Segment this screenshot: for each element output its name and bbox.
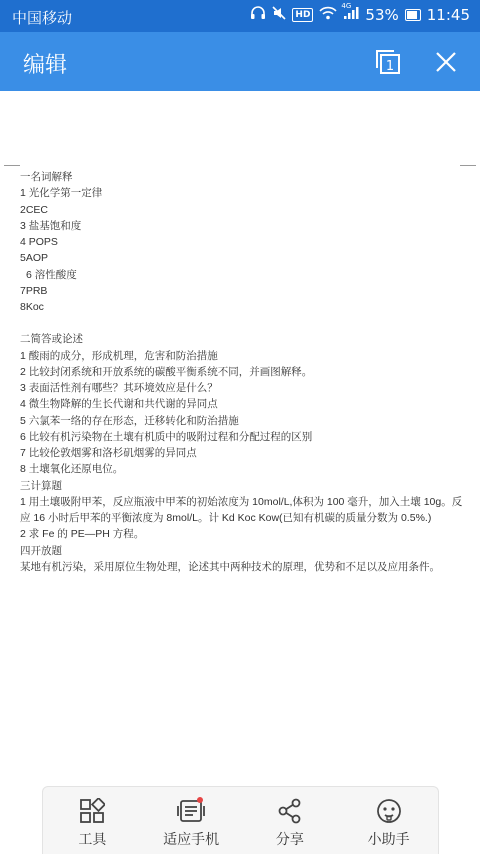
doc-line: 四开放题 — [20, 544, 62, 557]
doc-line: 4 微生物降解的生长代谢和共代谢的异同点 — [20, 398, 218, 411]
page-margin-marker-left — [4, 165, 20, 166]
doc-line: 5 六氯苯一络的存在形态，迁移转化和防治措施 — [20, 414, 239, 427]
doc-line: 二简答或论述 — [20, 333, 83, 346]
doc-line: 8Koc — [20, 301, 44, 313]
assistant-face-icon — [375, 798, 403, 824]
status-icons — [250, 2, 470, 24]
page-count-button[interactable] — [372, 46, 404, 78]
clock: 11:45 — [426, 6, 470, 24]
doc-line: 6 比较有机污染物在土壤有机质中的吸附过程和分配过程的区别 — [20, 430, 313, 443]
page-margin-marker-right — [460, 165, 476, 166]
doc-line: 2 比较封闭系统和开放系统的碳酸平衡系统不同，并画图解释。 — [20, 365, 313, 378]
hd-badge: HD — [292, 8, 313, 22]
doc-line: 8 土壤氧化还原电位。 — [20, 463, 124, 476]
doc-paragraph: 1 用土壤吸附甲苯，反应瓶液中甲苯的初始浓度为 10mol/L,体积为 100 毫升，加入土壤 10g。反应 16 小时后甲苯的平衡浓度为 8mol/L。计 Kd Koc Kow(已知有机碳的质量分数为 0.5%.) — [20, 495, 463, 524]
doc-line: 1 酸雨的成分，形成机理，危害和防治措施 — [20, 349, 218, 362]
close-button[interactable] — [430, 46, 462, 78]
signal-icon — [341, 2, 359, 24]
page-count-text: 1 — [385, 59, 395, 74]
pages-icon — [372, 46, 404, 78]
battery-percent: 53% — [365, 6, 399, 24]
doc-line: 2 求 Fe 的 PE—PH 方程。 — [20, 528, 145, 541]
network-type-label: 4G — [341, 2, 352, 10]
close-icon — [430, 46, 462, 78]
doc-line: 1 光化学第一定律 — [20, 187, 103, 200]
mute-icon — [272, 6, 286, 24]
share-icon — [277, 798, 303, 824]
tools-button[interactable] — [43, 787, 142, 854]
doc-blank-line — [20, 315, 468, 331]
status-bar — [0, 0, 480, 32]
assistant-label: 小助手 — [367, 832, 410, 848]
headset-icon — [250, 6, 266, 24]
doc-line: 2CEC — [20, 203, 49, 216]
app-toolbar — [0, 32, 480, 91]
carrier-label: 中国移动 — [12, 9, 73, 27]
doc-line: 3 表面活性剂有哪些？其环境效应是什么？ — [20, 382, 218, 394]
doc-line: 7 比较伦敦烟雾和洛杉矶烟雾的异同点 — [20, 447, 197, 459]
share-label: 分享 — [275, 832, 304, 848]
doc-line: 6 溶性酸度 — [26, 268, 77, 281]
wifi-icon — [319, 6, 337, 24]
doc-line: 4 POPS — [20, 236, 58, 248]
battery-icon — [405, 9, 421, 21]
assistant-button[interactable] — [339, 787, 438, 854]
doc-line: 三计算题 — [20, 479, 62, 492]
doc-line: 一名词解释 — [20, 171, 73, 183]
doc-line: 7PRB — [20, 284, 48, 297]
fit-phone-button[interactable] — [142, 787, 241, 854]
doc-line: 某地有机污染，采用原位生物处理，论述其中两种技术的原理，优势和不足以及应用条件。 — [20, 560, 440, 573]
bottom-action-bar — [42, 786, 439, 854]
document-page — [20, 169, 468, 575]
doc-line: 5AOP — [20, 252, 49, 265]
tools-label: 工具 — [78, 832, 107, 848]
grid-icon — [79, 798, 105, 824]
toolbar-title: 编辑 — [23, 53, 68, 78]
doc-line: 3 盐基饱和度 — [20, 219, 82, 232]
share-button[interactable] — [241, 787, 340, 854]
fit-phone-label: 适应手机 — [163, 832, 220, 848]
notification-dot — [197, 797, 203, 803]
